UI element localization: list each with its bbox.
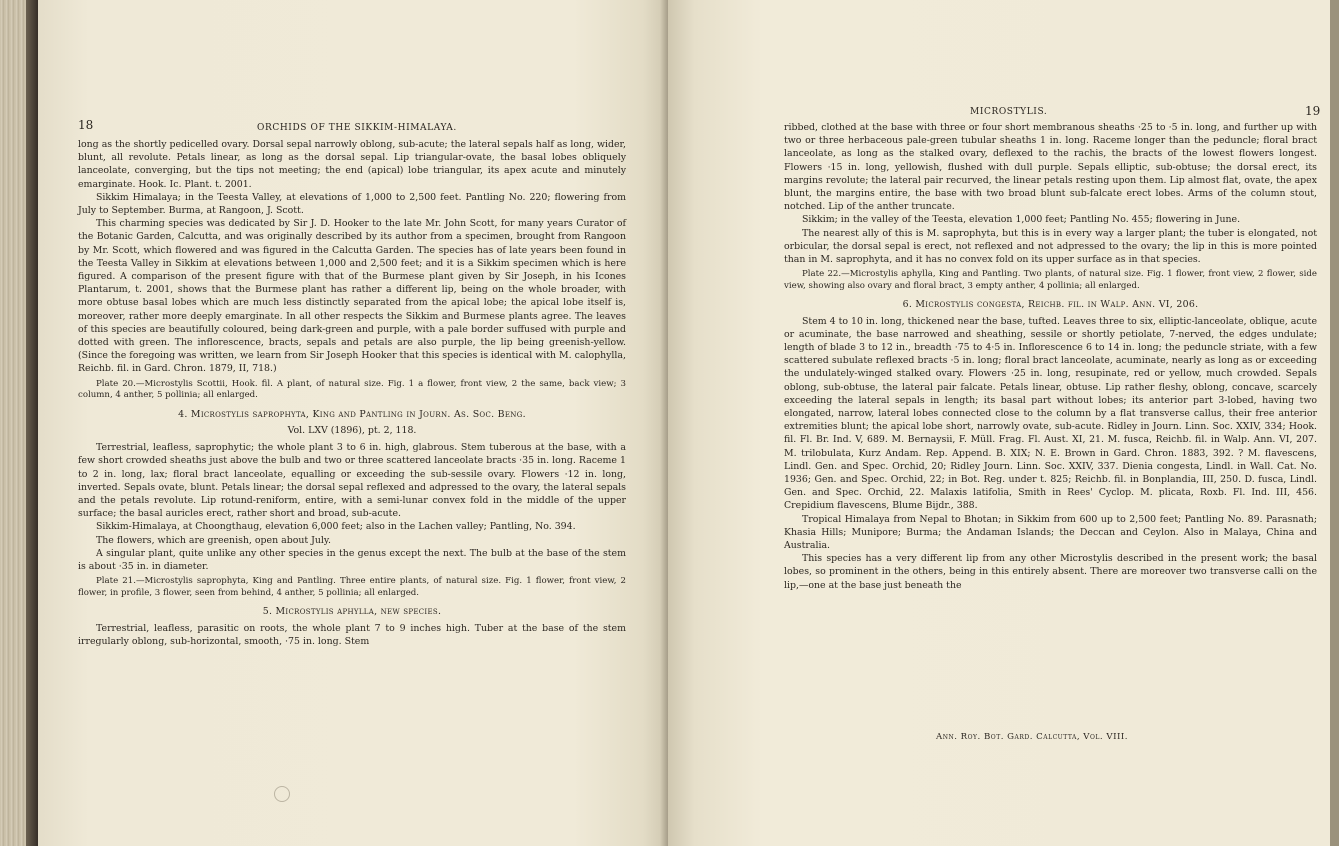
species-heading-4: 4. Microstylis saprophyta, King and Pantling in Journ. As. Soc. Beng. bbox=[178, 408, 526, 420]
running-head-right: MICROSTYLIS. bbox=[970, 107, 1048, 117]
left-paragraph: Sikkim Himalaya; in the Teesta Valley, at elevations of 1,000 to 2,500 feet. Pantling No. 220; flowering from July to September. Burma, at Rangoon, J. Scott. bbox=[78, 191, 626, 217]
left-paragraph: long as the shortly pedicelled ovary. Dorsal sepal narrowly oblong, sub-acute; the lateral sepals half as long, wider, blunt, all revolute. Petals linear, as long as the dorsal sepal. Lip triangular-ovate, the basal lobes obliquely lanceolate, converging, but the tips not meeting; the end (apical) lobe triangular, its apex acute and minutely emarginate. Hook. Ic. Plant. t. 2001. bbox=[78, 139, 626, 190]
right-text-column bbox=[784, 121, 1317, 592]
running-head-left: ORCHIDS OF THE SIKKIM-HIMALAYA. bbox=[257, 123, 457, 133]
left-page bbox=[38, 0, 668, 846]
left-paragraph: Terrestrial, leafless, saprophytic; the whole plant 3 to 6 in. high, glabrous. Stem tuberous at the base, with a few short crowded sheaths just above the bulb and two or three scattered lanceolate bracts ·35 in. long. Raceme 1 to 2 in. long, lax; floral bract lanceolate, equalling or exceeding the sub-sessile ovary. Flowers ·12 in. long, inverted. Sepals ovate, blunt. Petals linear; the dorsal sepal reflexed and adpressed to the ovary, the lateral sepals and the petals revolute. Lip rotund-reniform, entire, with a semi-lunar convex fold in the middle of the upper surface; the basal auricles erect, rather short and broad, sub-acute. bbox=[78, 442, 626, 520]
page-number-right: 19 bbox=[1305, 104, 1321, 118]
journal-footer: Ann. Roy. Bot. Gard. Calcutta, Vol. VIII. bbox=[936, 732, 1128, 742]
page-number-left: 18 bbox=[78, 118, 94, 132]
plate-caption-22: Plate 22.—Microstylis aphylla, King and Pantling. Two plants, of natural size. Fig. 1 flower, front view, 2 flower, side view, showing also ovary and floral bract, 3 empty anther, 4 pollinia; all enlarged. bbox=[784, 269, 1317, 291]
right-paragraph: The nearest ally of this is M. saprophyta, but this is in every way a larger plant; the tuber is elongated, not orbicular, the dorsal sepal is erect, not reflexed and not adpressed to the ovary; the lip in this is more pointed than in M. saprophyta, and it has no convex fold on its upper surface as in that species. bbox=[784, 227, 1317, 266]
plate-caption-21: Plate 21.—Microstylis saprophyta, King and Pantling. Three entire plants, of natural size. Fig. 1 flower, front view, 2 flower, in profile, 3 flower, seen from behind, 4 anther, 5 pollinia; all enlarged. bbox=[78, 576, 626, 598]
left-paragraph: The flowers, which are greenish, open about July. bbox=[96, 534, 331, 546]
right-paragraph: This species has a very different lip from any other Microstylis described in the present work; the basal lobes, so prominent in the others, being in this entirely absent. There are moreover two transverse calli on the lip,—one at the base just beneath the bbox=[784, 553, 1317, 591]
right-paragraph: Tropical Himalaya from Nepal to Bhotan; in Sikkim from 600 up to 2,500 feet; Pantling No. 89. Parasnath; Khasia Hills; Munipore; Burma; the Andaman Islands; the Deccan and Ceylon. Also in Malaya, China and Australia. bbox=[784, 513, 1317, 552]
right-paragraph: Sikkim; in the valley of the Teesta, elevation 1,000 feet; Pantling No. 455; flowering in June. bbox=[802, 214, 1241, 226]
left-paragraph: This charming species was dedicated by Sir J. D. Hooker to the late Mr. John Scott, for many years Curator of the Botanic Garden, Calcutta, and was originally described by its author from a specimen, brought from Rangoon by Mr. Scott, which flowered and was figured in the Calcutta Garden. The species has of late years been found in the Teesta Valley in Sikkim at elevations between 1,000 and 2,500 feet; and it is a Sikkim specimen which is here figured. A comparison of the present figure with that of the Burmese plant given by Sir Joseph, in his Icones Plantarum, t. 2001, shows that the Burmese plant has rather a different lip, being on the whole broader, with more obtuse basal lobes which are much less distinctly separated from the apical lobe; the apical lobe itself is, moreover, rather more deeply emarginate. In all other respects the Sikkim and Burmese plants agree. The leaves of this species are beautifully coloured, being dark-green and purple, with a pale border suffused with purple and dotted with green. The inflorescence, bracts, sepals and petals are also purple, the lip being greenish-yellow. (Since the foregoing was written, we learn from Sir Joseph Hooker that this species is identical with M. calophylla, Reichb. fil. in Gard. Chron. 1879, II, 718.) bbox=[78, 218, 626, 375]
species-ref-4: Vol. LXV (1896), pt. 2, 118. bbox=[287, 425, 417, 437]
right-page bbox=[668, 0, 1339, 846]
plate-caption-20: Plate 20.—Microstylis Scottii, Hook. fil. A plant, of natural size. Fig. 1 a flower, front view, 2 the same, back view; 3 column, 4 anther, 5 pollinia; all enlarged. bbox=[78, 378, 626, 401]
species-heading-5: 5. Microstylis aphylla, new species. bbox=[262, 606, 442, 618]
left-text-column bbox=[78, 138, 626, 648]
left-paragraph: Sikkim-Himalaya, at Choongthaug, elevation 6,000 feet; also in the Lachen valley; Pantling, No. 394. bbox=[96, 521, 576, 533]
left-paragraph: A singular plant, quite unlike any other species in the genus except the next. The bulb at the base of the stem is about ·35 in. in diameter. bbox=[78, 547, 626, 573]
page-blemish bbox=[274, 786, 290, 802]
right-paragraph: ribbed, clothed at the base with three or four short membranous sheaths ·25 to ·5 in. long, and further up with two or three herbaceous pale-green tubular sheaths 1 in. long. Raceme longer than the peduncle; floral bract lanceolate, as long as the stalked ovary, deflexed to the rachis, the bracts of the lowest flowers longest. Flowers ·15 in. long, yellowish, flushed with dull purple. Sepals elliptic, sub-obtuse; the dorsal erect, its margins revolute; the lateral pair recurved, the linear petals resting upon them. Lip almost flat, ovate, the apex blunt, the margins entire, the base with two broad blunt sub-falcate erect lobes. Arms of the column stout, notched. Lip of the anther truncate. bbox=[784, 122, 1317, 213]
left-paragraph: Terrestrial, leafless, parasitic on roots, the whole plant 7 to 9 inches high. Tuber at the base of the stem irregularly oblong, sub-horizontal, smooth, ·75 in. long. Stem bbox=[78, 622, 626, 647]
species-heading-6: 6. Microstylis congesta, Reichb. fil. in Walp. Ann. VI, 206. bbox=[902, 299, 1199, 311]
right-paragraph: Stem 4 to 10 in. long, thickened near the base, tufted. Leaves three to six, elliptic-lanceolate, oblique, acute or acuminate, the base narrowed and sheathing, sessile or shortly petiolate, 7-nerved, the edges undulate; length of blade 3 to 12 in., breadth ·75 to 4·5 in. Inflorescence 6 to 14 in. long; the peduncle striate, with a few scattered subulate reflexed bracts ·5 in. long; floral bract lanceolate, acuminate, nearly as long as or exceeding the undulately-winged stalked ovary. Flowers ·25 in. long, resupinate, red or yellow, much crowded. Sepals oblong, sub-obtuse, the lateral pair falcate. Petals linear, obtuse. Lip rather fleshy, oblong, concave, scarcely exceeding the lateral sepals in length; its basal part without lobes; its anterior part 3-lobed, having two elongated, narrow, lateral lobes connected close to the column by a flat transverse callus, their free anterior extremities blunt; the apical lobe short, narrowly ovate, sub-acute. Ridley in Journ. Linn. Soc. XXIV, 334; Hook. fil. Fl. Br. Ind. V, 689. M. Bernaysii, F. Müll. Frag. Fl. Aust. XI, 21. M. fusca, Reichb. fil. in Walp. Ann. VI, 207. M. trilobulata, Kurz Andam. Rep. Append. B. XIX; N. E. Brown in Gard. Chron. 1883, 392. ? M. flavescens, Lindl. Gen. and Spec. Orchid, 20; Ridley Journ. Linn. Soc. XXIV, 337. Dienia congesta, Lindl. in Wall. Cat. No. 1936; Gen. and Spec. Orchid, 22; in Bot. Reg. under t. 825; Reichb. fil. in Bonplandia, III, 250. D. fusca, Lindl. Gen. and Spec. Orchid, 22. Malaxis latifolia, Smith in Rees' Cyclop. M. plicata, Roxb. Fl. Ind. III, 456. Crepidium flavescens, Blume Bijdr., 388. bbox=[784, 315, 1317, 512]
right-border bbox=[1330, 0, 1339, 846]
